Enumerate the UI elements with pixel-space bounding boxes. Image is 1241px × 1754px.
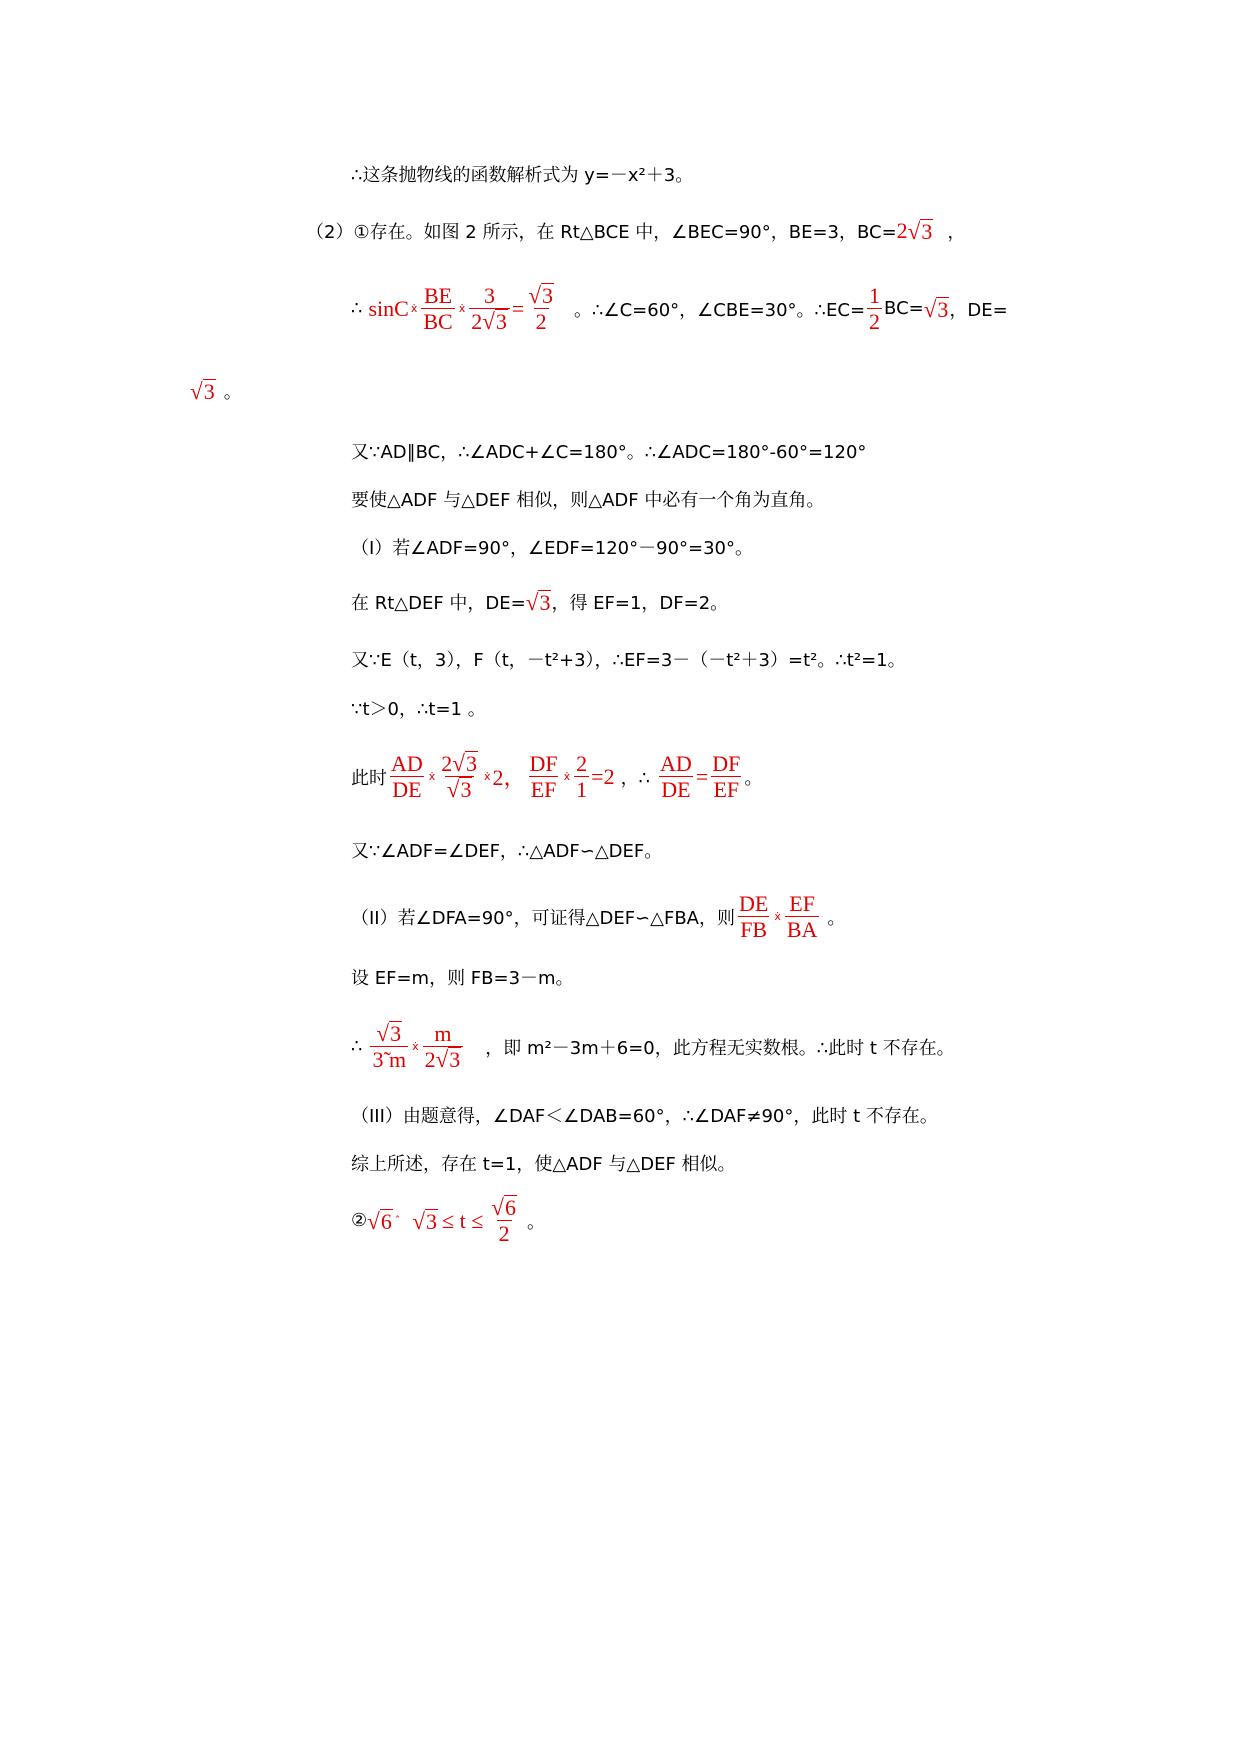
garbled-mark: ẋ xyxy=(410,302,418,316)
line-range xyxy=(351,1195,545,1247)
fraction-2sqrt3-sqrt3: 2 √ 3 √ 3 xyxy=(441,750,477,803)
parallel-text: 又∵AD∥BC，∴∠ADC+∠C=180°。∴∠ADC=180°-60°=120° xyxy=(351,442,867,463)
line-equation xyxy=(351,1021,955,1073)
therefore-symbol: ∴ xyxy=(351,1036,363,1058)
coordinates-text: 又∵E（t，3），F（t，－t²+3），∴EF=3－（－t²＋3）=t²。∴t²=1。 xyxy=(351,650,906,671)
fraction-be-bc: $\frac{BE}{BC}$ xyxy=(423,283,453,335)
fraction-3-over-2sqrt3: 3 2 √ 3 xyxy=(469,283,510,335)
therefore-symbol: ∴ xyxy=(351,298,363,320)
ratio-end: 。 xyxy=(744,767,763,789)
bc-text: BC= xyxy=(884,298,924,320)
line-parallel xyxy=(351,438,866,464)
fraction-2-1: $\frac{2}{1}$ xyxy=(576,751,588,803)
line-coordinates xyxy=(351,646,906,672)
line-set-ef xyxy=(351,964,574,990)
garbled-mark: ẋ xyxy=(563,770,571,784)
fraction-sqrt3-3m: √ 3 3̃ m xyxy=(372,1020,407,1073)
line-similarity-condition xyxy=(351,486,824,512)
fraction-de-fb: $\frac{DE}{FB}$ xyxy=(738,891,769,943)
fraction-half: $\frac{1}{2}$ xyxy=(869,283,881,335)
therefore-sep: ，∴ xyxy=(620,767,651,789)
line-similar-conclusion xyxy=(351,837,662,863)
equals-sign: = xyxy=(511,295,525,321)
garbled-mark: ẋ xyxy=(458,302,466,316)
ec-sqrt: √ 3 xyxy=(923,295,949,322)
t-value-text: ∵t＞0，∴t=1 。 xyxy=(351,699,486,720)
part2-intro-end: ， xyxy=(947,222,966,243)
equals-sign: = xyxy=(695,763,709,789)
line-rt-def xyxy=(351,589,728,615)
sinc-label: sinC xyxy=(368,295,409,321)
similar-conclusion-text: 又∵∠ADF=∠DEF，∴△ADF∽△DEF。 xyxy=(351,841,663,862)
garbled-mark: ẋ xyxy=(412,1040,419,1054)
line-de-value xyxy=(190,378,242,404)
angle-text: 。∴∠C=60°，∠CBE=30°。∴EC= xyxy=(574,299,866,321)
fraction-ad-de-2: $\frac{AD}{DE}$ xyxy=(660,751,692,803)
inequality: ≤ t ≤ xyxy=(442,1207,484,1233)
case2-end: 。 xyxy=(827,907,846,929)
line-sinc xyxy=(351,283,1008,335)
de-sqrt: √ 3 xyxy=(190,377,215,404)
fraction-ef-ba: $\frac{EF}{BA}$ xyxy=(786,891,818,943)
fraction-sqrt6-2: √ 6 2 xyxy=(491,1194,516,1247)
case2-text: （II）若∠DFA=90°，可证得△DEF∽△FBA，则 xyxy=(351,907,735,929)
fraction-sqrt3-over-2: √ 3 2 xyxy=(528,282,553,335)
sqrt3-lower: √ 3 xyxy=(412,1207,438,1234)
sqrt6: √ 6 xyxy=(367,1207,392,1234)
circle-two: ② xyxy=(351,1210,368,1232)
case1-text: （I）若∠ADF=90°，∠EDF=120°－90°=30°。 xyxy=(351,538,754,559)
equals-2: =2 xyxy=(591,763,615,789)
bc-coefficient: 2 xyxy=(896,218,908,243)
line-case2 xyxy=(351,891,845,943)
line-t-value xyxy=(351,695,486,721)
rt-def-text: 在 Rt△DEF 中，DE= xyxy=(351,593,526,614)
line-case3 xyxy=(351,1102,938,1128)
line-summary xyxy=(351,1150,736,1176)
rt-def-sqrt: √ 3 xyxy=(525,588,551,615)
garbled-mark: ẋ xyxy=(483,770,491,784)
set-ef-text: 设 EF=m，则 FB=3－m。 xyxy=(351,968,574,989)
fraction-ad-de: $\frac{AD}{DE}$ xyxy=(391,751,423,803)
parabola-text: ∴这条抛物线的函数解析式为 y=－x²＋3。 xyxy=(351,165,694,186)
garbled-mark: ˆ xyxy=(394,1214,401,1228)
fraction-m-2sqrt3: m 2 √ 3 xyxy=(423,1021,464,1073)
equation-text: ，即 m²－3m＋6=0，此方程无实数根。∴此时 t 不存在。 xyxy=(485,1037,955,1059)
garbled-mark: ẋ xyxy=(774,910,781,924)
range-end: 。 xyxy=(526,1211,545,1233)
line-parabola-result xyxy=(351,161,693,187)
line-part2-intro xyxy=(306,218,965,244)
ratio-intro: 此时 xyxy=(351,767,387,789)
summary-text: 综上所述，存在 t=1，使△ADF 与△DEF 相似。 xyxy=(351,1154,736,1175)
de-text: ，DE= xyxy=(949,299,1008,321)
bc-sqrt: √ 3 xyxy=(907,217,933,244)
line-case1 xyxy=(351,534,753,560)
fraction-df-ef-2: $\frac{DF}{EF}$ xyxy=(712,751,741,803)
garbled-mark: ẋ xyxy=(428,770,436,784)
similarity-condition-text: 要使△ADF 与△DEF 相似，则△ADF 中必有一个角为直角。 xyxy=(351,490,825,511)
line-ratio-check xyxy=(351,751,762,803)
rt-def-result: ，得 EF=1，DF=2。 xyxy=(551,593,729,614)
case3-text: （III）由题意得，∠DAF＜∠DAB=60°，∴∠DAF≠90°，此时 t 不存在。 xyxy=(351,1106,938,1127)
fraction-df-ef: $\frac{DF}{EF}$ xyxy=(529,751,558,803)
part2-intro-text: （2）①存在。如图 2 所示，在 Rt△BCE 中，∠BEC=90°，BE=3，BC= xyxy=(306,222,897,243)
de-end: 。 xyxy=(223,382,242,403)
ratio-value: 2， xyxy=(492,765,526,791)
